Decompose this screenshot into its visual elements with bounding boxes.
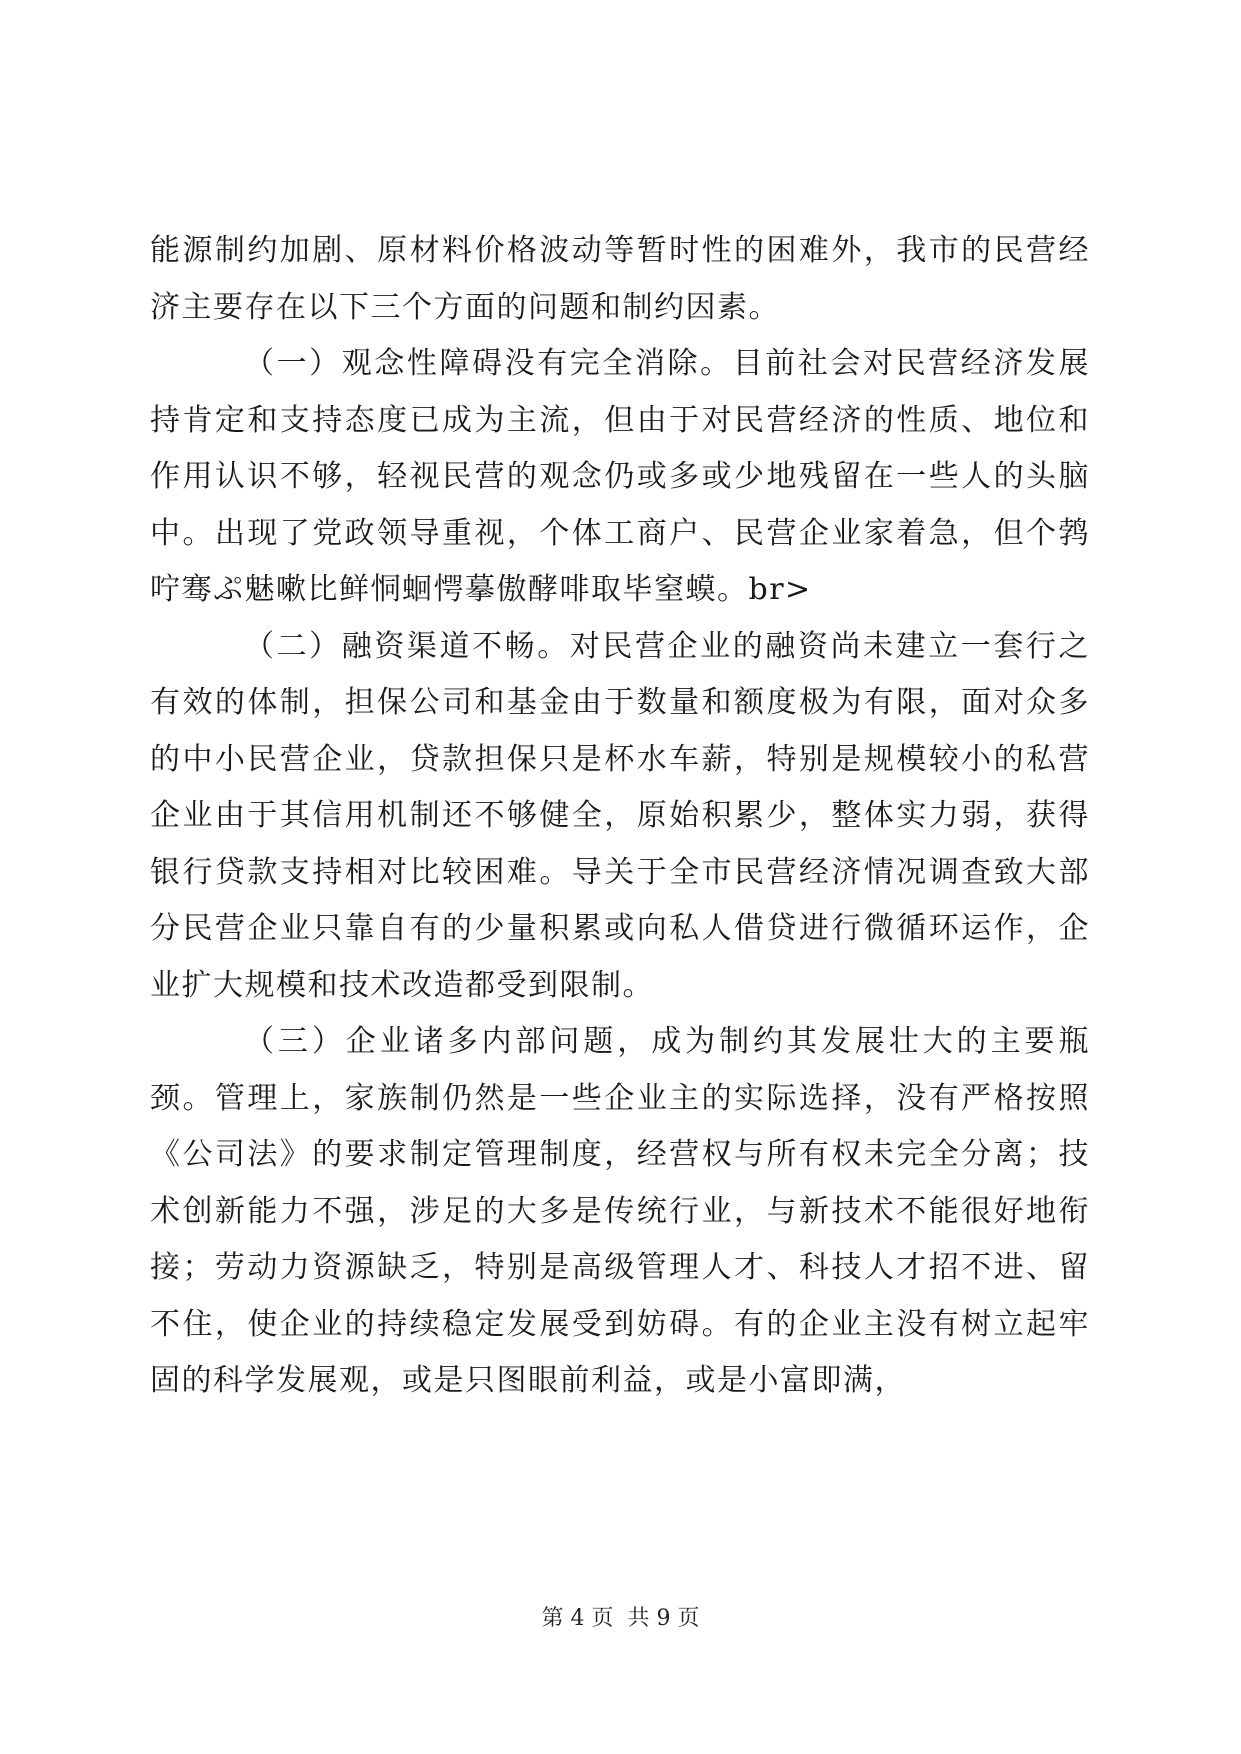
paragraph-section-3: （三）企业诸多内部问题，成为制约其发展壮大的主要瓶颈。管理上，家族制仍然是一些企业主的实际选择，没有严格按照《公司法》的要求制定管理制度，经营权与所有权未完全分离；技术创新能力不强，涉足的大多是传统行业，与新技术不能很好地衔接；劳动力资源缺乏，特别是高级管理人才、科技人才招不进、留不住，使企业的持续稳定发展受到妨碍。有的企业主没有树立起牢固的科学发展观，或是只图眼前利益，或是小富即满， bbox=[150, 1024, 1090, 1398]
paragraph-continuation: 能源制约加剧、原材料价格波动等暂时性的困难外，我市的民营经济主要存在以下三个方面的问题和制约因素。 bbox=[150, 233, 1090, 325]
paragraph-section-2: （二）融资渠道不畅。对民营企业的融资尚未建立一套行之有效的体制，担保公司和基金由于数量和额度极为有限，面对众多的中小民营企业，贷款担保只是杯水车薪，特别是规模较小的私营企业由于其信用机制还不够健全，原始积累少，整体实力弱，获得银行贷款支持相对比较困难。导关于全市民营经济情况调查致大部分民营企业只靠自有的少量积累或向私人借贷进行微循环运作，企业扩大规模和技术改造都受到限制。 bbox=[150, 628, 1090, 1003]
page-number-label: 第 4 页 共 9 页 bbox=[541, 1606, 700, 1631]
document-body bbox=[150, 223, 1090, 1410]
page-footer bbox=[0, 1604, 1241, 1634]
paragraph-section-1: （一）观念性障碍没有完全消除。目前社会对民营经济发展持肯定和支持态度已成为主流，但由于对民营经济的性质、地位和作用认识不够，轻视民营的观念仍或多或少地残留在一些人的头脑中。出现了党政领导重视，个体工商户、民营企业家着急，但个鹁咛骞ぷ魅嗽比鲜恫蛔愕摹傲酵啡取毕窒蟆。br> bbox=[150, 346, 1090, 607]
